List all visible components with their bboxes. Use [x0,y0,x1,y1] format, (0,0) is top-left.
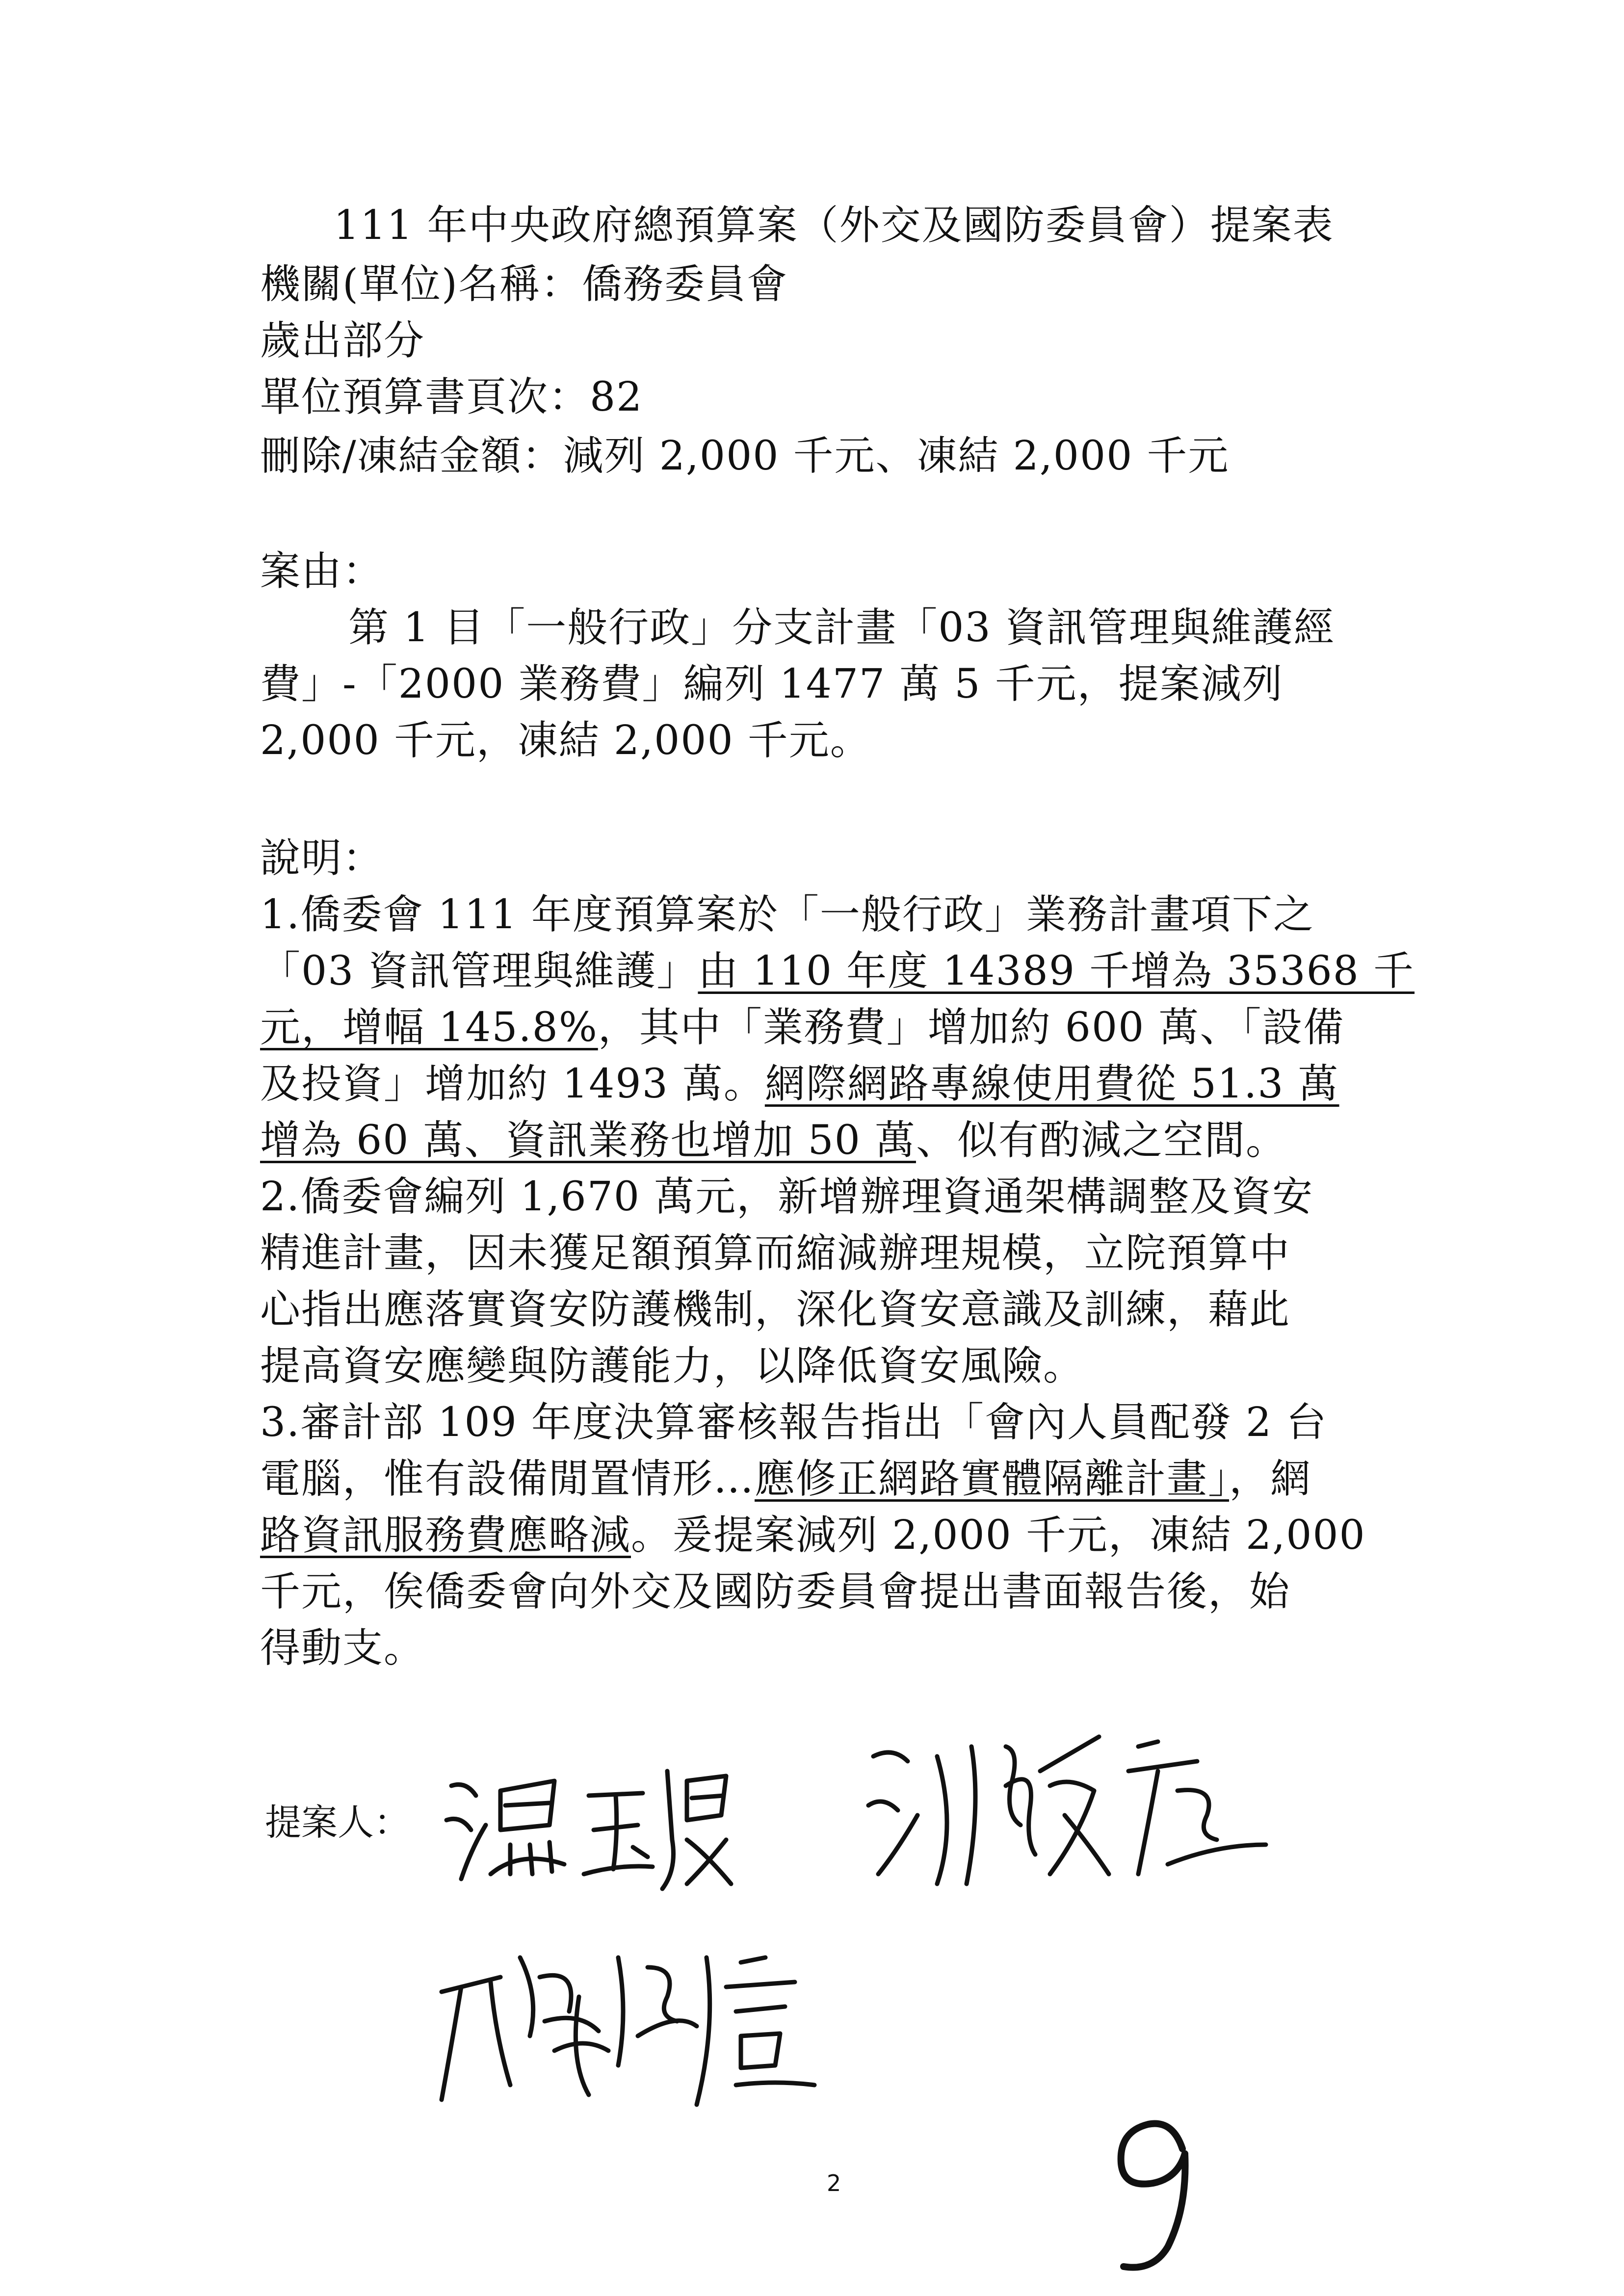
explanation-line: 千元，俟僑委會向外交及國防委員會提出書面報告後，始 [260,1568,1291,1615]
explanation-line: 2.僑委會編列 1,670 萬元，新增辦理資通架構調整及資安 [260,1174,1314,1220]
document-title: 111 年中央政府總預算案（外交及國防委員會）提案表 [334,202,1334,249]
explanation-line: 3.審計部 109 年度決算審核報告指出「會內人員配發 2 台 [260,1399,1328,1446]
handwritten-page-number [1099,2110,1207,2276]
explanation-text: 。爰提案減列 2,000 千元，凍結 2,000 [631,1512,1366,1559]
explanation-line: 精進計畫，因未獲足額預算而縮減辦理規模，立院預算中 [260,1230,1291,1277]
explanation-line: 得動支。 [260,1625,425,1671]
explanation-line [260,1455,1311,1504]
explanation-label: 說明： [260,835,384,882]
explanation-line: 心指出應落實資安防護機制，深化資安意識及訓練，藉此 [260,1286,1291,1333]
explanation-text: ，其中「業務費」增加約 600 萬、「設備 [598,1004,1345,1051]
case-line: 費」-「2000 業務費」編列 1477 萬 5 千元，提案減列 [260,661,1283,707]
explanation-line [260,1116,1287,1165]
case-line: 第 1 目「一般行政」分支計畫「03 資訊管理與維護經 [348,604,1335,651]
signature-2 [864,1727,1276,1904]
underlined-text: 增為 60 萬、資訊業務也增加 50 萬 [260,1117,916,1164]
explanation-text: 「03 資訊管理與維護」 [260,948,698,994]
signature-3 [422,1938,854,2114]
explanation-text: 電腦，惟有設備閒置情形… [260,1456,755,1502]
explanation-text: 、似有酌減之空間。 [916,1117,1287,1164]
case-line: 2,000 千元，凍結 2,000 千元。 [260,717,871,764]
proposer-label: 提案人： [265,1801,410,1844]
explanation-line [260,1060,1339,1109]
section-label: 歲出部分 [260,317,425,364]
underlined-text: 元，增幅 145.8% [260,1004,598,1051]
underlined-text: 路資訊服務費應略減 [260,1512,631,1559]
underlined-text: 網際網路專線使用費從 51.3 萬 [764,1061,1339,1107]
delete-freeze-amount: 刪除/凍結金額：減列 2,000 千元、凍結 2,000 千元 [260,433,1230,479]
explanation-text: ，網 [1229,1456,1312,1502]
signature-1 [432,1751,746,1899]
underlined-text: 由 110 年度 14389 千增為 35368 千 [698,948,1415,994]
budget-page-reference: 單位預算書頁次：82 [260,374,643,420]
agency-name: 機關(單位)名稱：僑務委員會 [260,261,788,308]
case-label: 案由： [260,548,384,595]
underlined-text: 應修正網路實體隔離計畫」 [755,1456,1230,1502]
explanation-line [260,1511,1366,1560]
explanation-line [260,1003,1344,1052]
explanation-line: 1.僑委會 111 年度預算案於「一般行政」業務計畫項下之 [260,891,1314,938]
explanation-text: 及投資」增加約 1493 萬。 [260,1061,765,1107]
page-number: 2 [827,2170,841,2196]
explanation-line: 提高資安應變與防護能力，以降低資安風險。 [260,1343,1085,1389]
explanation-line [260,947,1414,996]
